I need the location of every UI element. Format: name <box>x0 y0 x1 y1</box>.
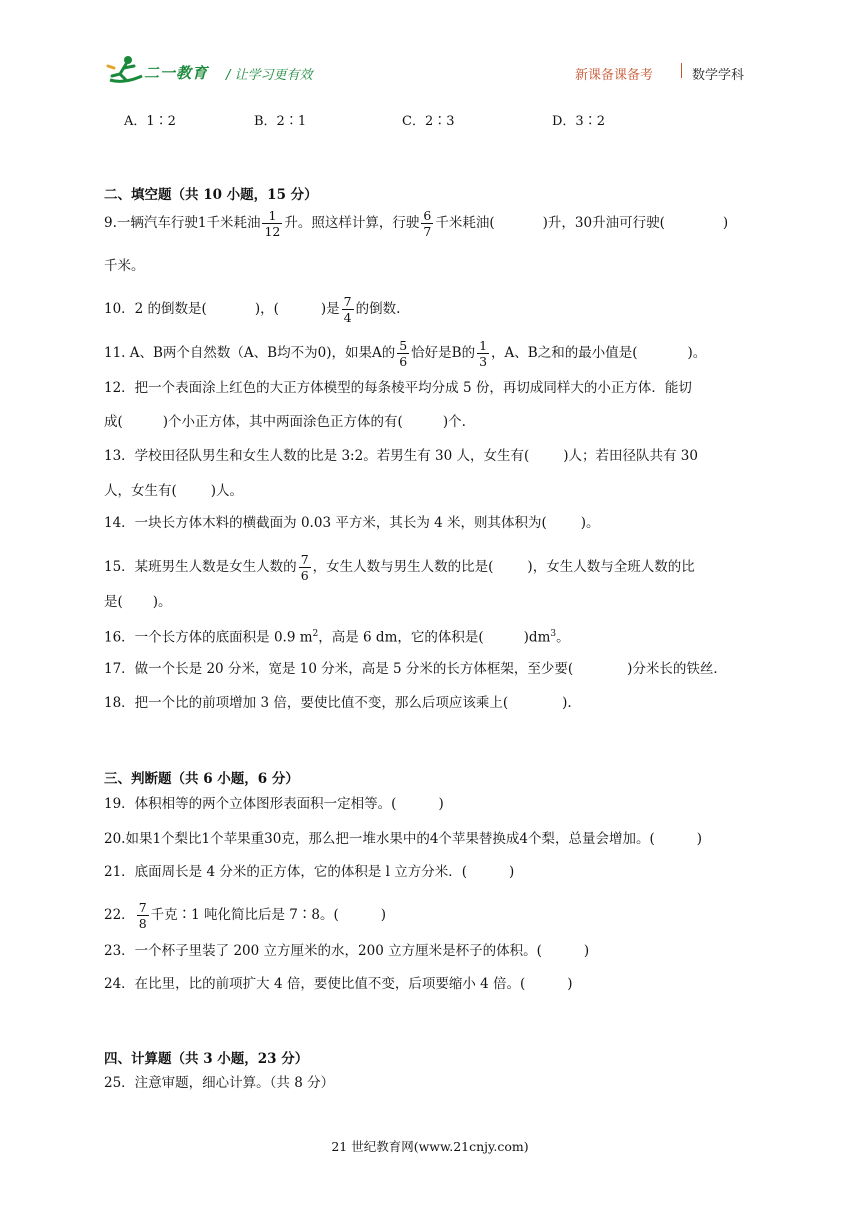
page-footer: 21 世纪教育网(www.21cnjy.com) <box>331 1139 529 1154</box>
fraction: $\frac{7}{6}$ <box>300 552 309 583</box>
question-20: 20.如果1个梨比1个苹果重30克，那么把一堆水果中的4个苹果替换成4个梨，总量会增加。( ) <box>104 831 703 847</box>
section-title-calc: 四、计算题（共 3 小题，23 分） <box>104 1051 309 1067</box>
question-10: 10．2 的倒数是( )，( )是 $\frac{7}{4}$ 的倒数. <box>104 294 401 325</box>
fraction: $\frac{1}{12}$ <box>264 208 281 239</box>
option-b: B．2∶1 <box>254 114 307 129</box>
question-13-cont: 人，女生有( )人。 <box>104 483 244 499</box>
fraction: $\frac{5}{6}$ <box>399 338 408 369</box>
question-23: 23．一个杯子里装了 200 立方厘米的水，200 立方厘米是杯子的体积。( ) <box>104 943 590 959</box>
question-12: 12．把一个表面涂上红色的大正方体模型的每条棱平均分成 5 份，再切成同样大的小正方体．能切 <box>104 380 692 396</box>
question-11: 11. A、B两个自然数（A、B均不为0)，如果A的 $\frac{5}{6}$ 恰好是B的 $\frac{1}{3}$ ，A、B之和的最小值是( )。 <box>104 338 707 369</box>
question-18: 18．把一个比的前项增加 3 倍，要使比值不变，那么后项应该乘上( ). <box>104 695 572 711</box>
fraction: $\frac{6}{7}$ <box>423 208 432 239</box>
question-21: 21．底面周长是 4 分米的正方体，它的体积是 l 立方分米．( ) <box>104 864 515 880</box>
option-a: A．1∶2 <box>124 114 176 129</box>
question-19: 19．体积相等的两个立体图形表面积一定相等。( ) <box>104 796 444 812</box>
question-9: 9.一辆汽车行驶1千米耗油 $\frac{1}{12}$ 升。照这样计算，行驶 $\frac{6}{7}$ 千米耗油( )升，30升油可行驶( ) <box>104 208 729 239</box>
fraction: $\frac{7}{4}$ <box>343 294 352 325</box>
question-24: 24．在比里，比的前项扩大 4 倍，要使比值不变，后项要缩小 4 倍。( ) <box>104 976 573 992</box>
subject-label: 数学学科 <box>692 68 745 83</box>
section-title-judge: 三、判断题（共 6 小题，6 分） <box>104 771 299 787</box>
question-22: 22． $\frac{7}{8}$ 千克∶1 吨化简比后是 7∶8。( ) <box>104 900 387 931</box>
slogan: / 让学习更有效 <box>226 68 313 83</box>
option-c: C．2∶3 <box>402 114 455 129</box>
question-17: 17．做一个长是 20 分米，宽是 10 分米，高是 5 分米的长方体框架，至少要( )分米长的铁丝． <box>104 661 727 677</box>
question-15: 15．某班男生人数是女生人数的 $\frac{7}{6}$ ，女生人数与男生人数的比是( )，女生人数与全班人数的比 <box>104 552 695 583</box>
question-9-cont: 千米。 <box>104 258 145 274</box>
question-14: 14．一块长方体木料的横截面为 0.03 平方米，其长为 4 米，则其体积为( )。 <box>104 515 600 531</box>
logo-text: 二一教育 <box>144 64 209 82</box>
page-header <box>0 0 860 100</box>
fraction: $\frac{7}{8}$ <box>138 900 147 931</box>
question-25: 25．注意审题，细心计算。（共 8 分） <box>104 1075 335 1091</box>
question-12-cont: 成( )个小正方体，其中两面涂色正方体的有( )个. <box>104 414 466 430</box>
tagline: 新课备课备考 <box>575 68 654 83</box>
question-15-cont: 是( )。 <box>104 594 172 610</box>
header-divider <box>681 63 682 78</box>
section-title-fill: 二、填空题（共 10 小题，15 分） <box>104 187 318 203</box>
question-13: 13．学校田径队男生和女生人数的比是 3:2。若男生有 30 人，女生有( )人；若田径队共有 30 <box>104 448 698 464</box>
option-d: D．3∶2 <box>552 114 605 129</box>
question-16: 16．一个长方体的底面积是 0.9 $m^2$，高是 6 dm，它的体积是( )$dm^3$。 <box>104 629 570 646</box>
fraction: $\frac{1}{3}$ <box>479 338 488 369</box>
